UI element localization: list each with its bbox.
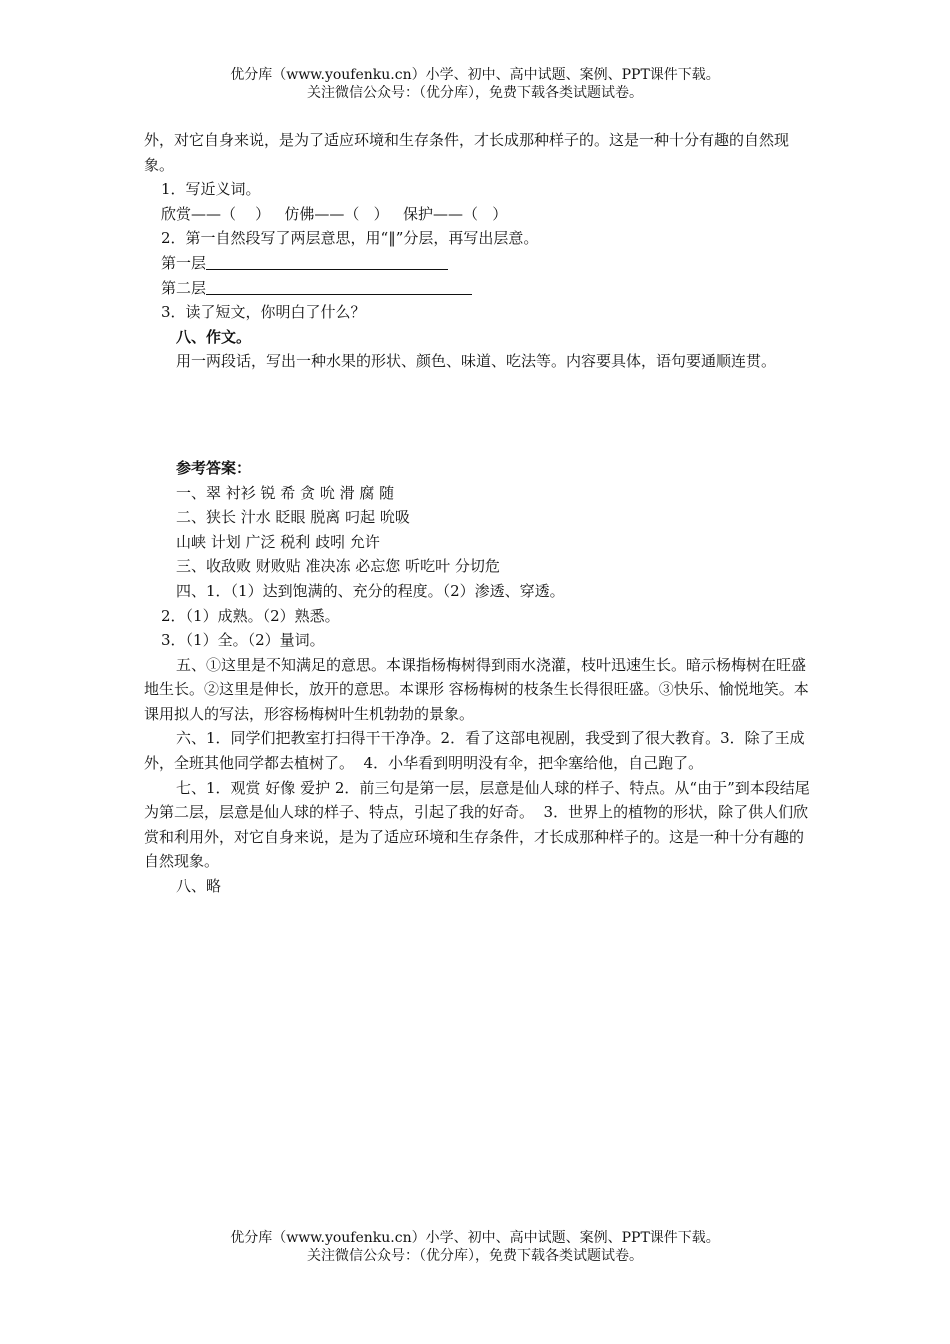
section8-title: 八、作文。 xyxy=(176,327,252,346)
answer-7: 七、1．观赏 好像 爱护 2．前三句是第一层，层意是仙人球的样子、特点。从“由于”到本段结尾为第二层，层意是仙人球的样子、特点，引起了我的好奇。 3．世界上的植物的形状，除了供人们欣赏和利用外，对它自身来说，是为了适应环境和生存条件，才长成那种样子的。这是一种十分有趣的自然现象。 xyxy=(144,778,810,871)
answer-4-1: 四、1．（1）达到饱满的、充分的程度。（2）渗透、穿透。 xyxy=(176,581,565,600)
answer-8: 八、略 xyxy=(176,877,222,896)
page-header xyxy=(0,66,950,102)
answer-6: 六、1．同学们把教室打扫得干干净净。2．看了这部电视剧，我受到了很大教育。3．除了王成外，全班其他同学都去植树了。 4．小华看到明明没有伞，把伞塞给他，自己跑了。 xyxy=(144,729,805,773)
passage-end: 外，对它自身来说，是为了适应环境和生存条件，才长成那种样子的。这是一种十分有趣的自然现象。 xyxy=(144,131,790,174)
answers-title: 参考答案： xyxy=(176,458,252,477)
q2-layer2-blank xyxy=(206,278,472,295)
footer-line-2: 关注微信公众号：（优分库），免费下载各类试题试卷。 xyxy=(307,1248,643,1264)
spacer xyxy=(144,374,810,456)
q1-synonyms-line: 欣赏——（ ） 仿佛——（ ） 保护——（ ） xyxy=(161,204,508,223)
q3-title: 3．读了短文，你明白了什么？ xyxy=(161,303,366,322)
answer-2b: 山峡 计划 广泛 税利 歧吲 允许 xyxy=(176,532,380,551)
q2-layer2-label: 第二层 xyxy=(161,278,207,297)
q1-title: 1．写近义词。 xyxy=(161,180,261,199)
answer-1: 一、翠 衬衫 锐 希 贪 吮 滑 腐 随 xyxy=(176,483,395,502)
header-line-2: 关注微信公众号：（优分库），免费下载各类试题试卷。 xyxy=(307,85,643,101)
q2-layer1-row xyxy=(144,251,810,276)
q2-title: 2．第一自然段写了两层意思，用“‖”分层，再写出层意。 xyxy=(161,229,539,248)
header-line-1: 优分库（www.youfenku.cn）小学、初中、高中试题、案例、PPT课件下载。 xyxy=(230,67,720,83)
answer-2: 二、狭长 汁水 眨眼 脱离 叼起 吮吸 xyxy=(176,508,410,527)
q2-layer1-blank xyxy=(206,253,448,270)
answer-4-2: 2．（1）成熟。（2）熟悉。 xyxy=(161,606,340,625)
q2-layer1-label: 第一层 xyxy=(161,253,207,272)
answer-4-3: 3．（1）全。（2）量词。 xyxy=(161,631,325,650)
document-body xyxy=(144,128,810,899)
answer-5: 五、①这里是不知满足的意思。本课指杨梅树得到雨水浇灌，枝叶迅速生长。暗示杨梅树在旺盛地生长。②这里是伸长，放开的意思。本课形 容杨梅树的枝条生长得很旺盛。③快乐、愉悦地笑。本课用拟人的写法，形容杨梅树叶生机勃勃的景象。 xyxy=(144,655,809,723)
answer-3: 三、收敌败 财败贴 准决冻 必忘您 听吃叶 分切危 xyxy=(176,557,500,576)
footer-line-1: 优分库（www.youfenku.cn）小学、初中、高中试题、案例、PPT课件下载。 xyxy=(230,1230,720,1246)
q2-layer2-row xyxy=(144,276,810,301)
page-footer xyxy=(0,1229,950,1265)
section8-body: 用一两段话，写出一种水果的形状、颜色、味道、吃法等。内容要具体，语句要通顺连贯。 xyxy=(176,352,777,371)
